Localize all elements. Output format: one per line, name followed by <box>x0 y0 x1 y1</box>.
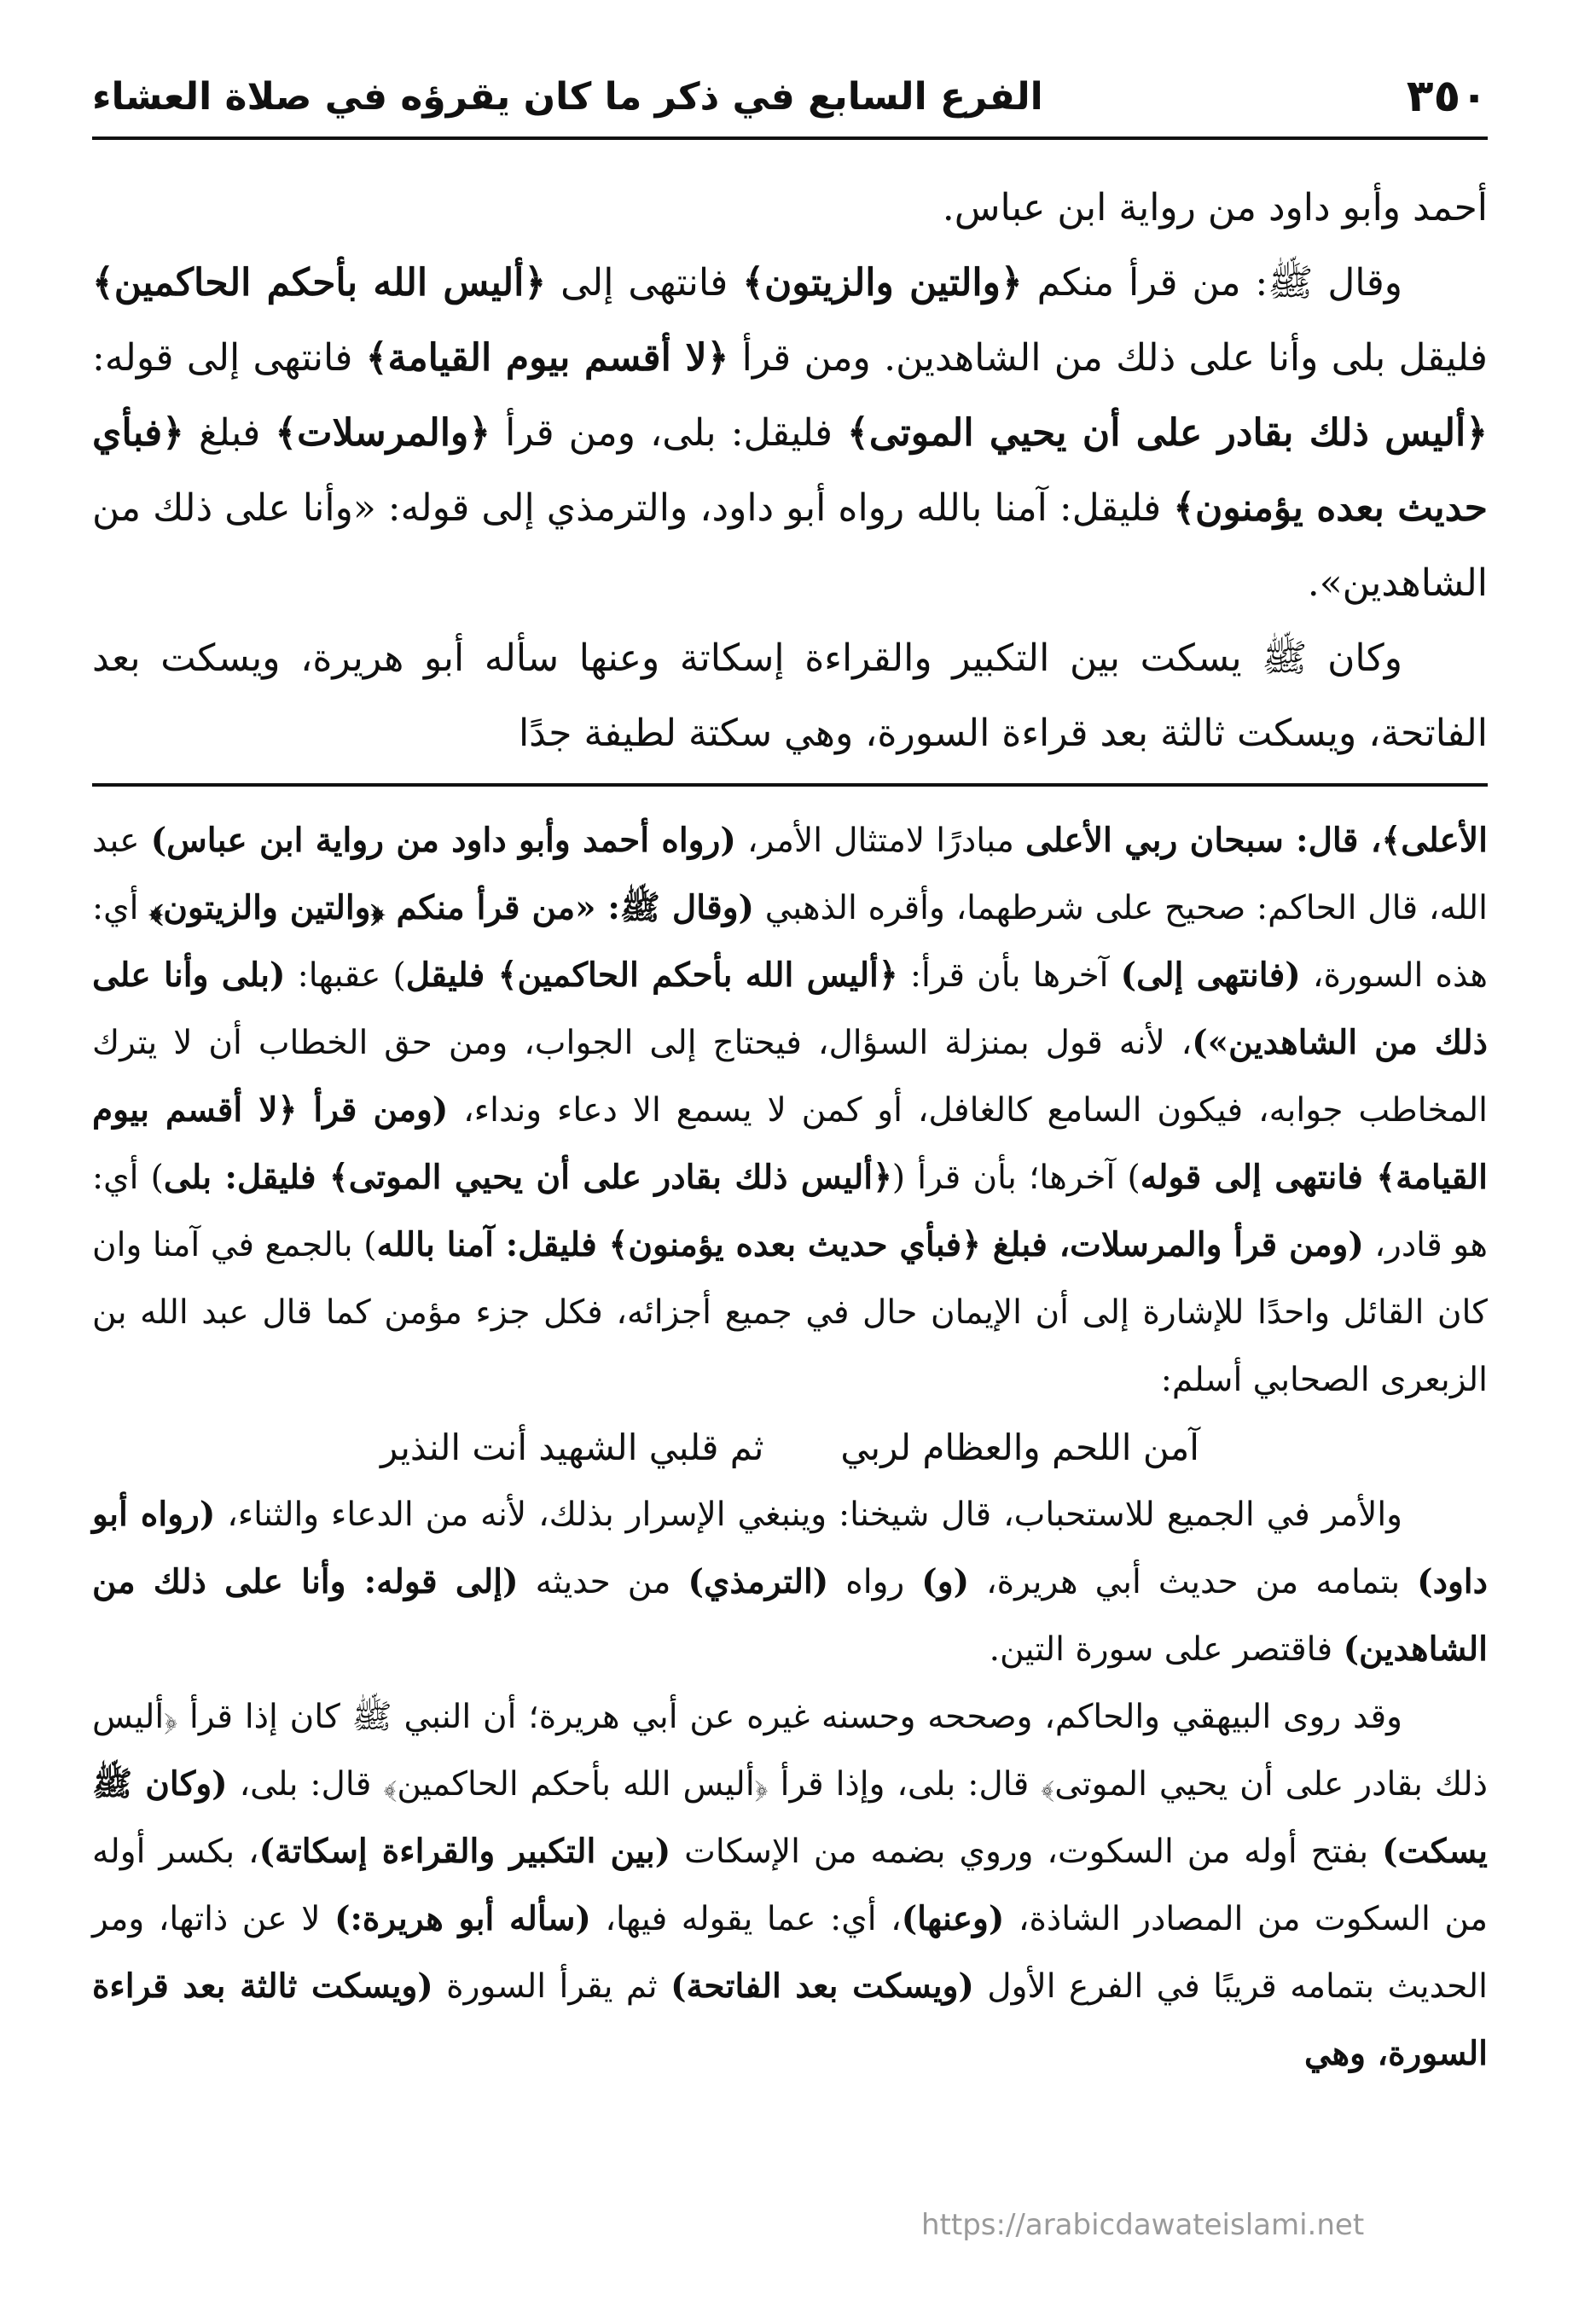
bold-text-run: (ومن قرأ ﴿لا أقسم بيوم القيامة﴾ فانتهى إلى قوله <box>92 1090 1488 1197</box>
text-run: وقد روى البيهقي والحاكم، وصححه وحسنه غيره عن أبي هريرة؛ أن النبي ﷺ كان إذا قرأ ﴿أليس ذلك بقادر على أن يحيي الموتى﴾ قال: بلى، وإذا قرأ ﴿أليس الله بأحكم الحاكمين﴾ قال: بلى، <box>92 1698 1488 1804</box>
quran-quote: ﴿أليس ذلك بقادر على أن يحيي الموتى﴾ <box>847 411 1488 455</box>
text-run: وقال ﷺ: من قرأ منكم <box>1036 261 1402 305</box>
text-run: والأمر في الجميع للاستحباب، قال شيخنا: وينبغي الإسرار بذلك، لأنه من الدعاء والثناء، <box>215 1496 1402 1534</box>
bold-text-run: (بين التكبير والقراءة إسكاتة) <box>258 1832 671 1871</box>
main-paragraph-3: وكان ﷺ يسكت بين التكبير والقراءة إسكاتة وعنها سأله أبو هريرة، ويسكت بعد الفاتحة، ويسكت ثالثة بعد قراءة السورة، وهي سكتة لطيفة جدًا <box>92 636 1488 755</box>
bold-text-run: ﴿أليس الله بأحكم الحاكمين﴾ فليقل <box>405 956 898 995</box>
text-run: لا عن ذاتها، ومر الحديث بتمامه قريبًا في الفرع الأول <box>92 1900 1488 2006</box>
bold-text-run: (رواه أحمد وأبو داود من رواية ابن عباس) <box>150 821 736 860</box>
main-paragraph-1: أحمد وأبو داود من رواية ابن عباس. <box>942 186 1488 229</box>
text-run: ، أي: عما يقوله فيها، <box>590 1900 902 1938</box>
text-run: فليقل: آمنا بالله رواه أبو داود، والترمذي إلى قوله: «وأنا على ذلك من الشاهدين». <box>92 486 1488 605</box>
main-paragraph-2 <box>92 246 1488 621</box>
text-run: عبد الله، قال الحاكم: صحيح على شرطهما، وأقره الذهبي <box>92 822 1488 927</box>
text-run: رواه <box>828 1563 922 1601</box>
text-run: فاقتصر على سورة التين. <box>989 1630 1344 1669</box>
poetry-verse <box>92 1414 1488 1481</box>
bold-text-run: (وكان ﷺ يسكت) <box>92 1764 1488 1871</box>
commentary-text <box>92 807 1488 2088</box>
text-run: فليقل بلى وأنا على ذلك من الشاهدين. ومن قرأ <box>741 336 1488 380</box>
text-run: أي: هذه السورة، <box>92 889 1488 995</box>
header-divider <box>92 137 1488 140</box>
main-text <box>92 171 1488 771</box>
text-run: ، بكسر أوله من السكوت من المصادر الشاذة، <box>92 1833 1489 1938</box>
text-run: فبلغ <box>198 411 261 455</box>
text-run: فليقل: بلى، ومن قرأ <box>505 411 833 455</box>
quran-quote: ﴿لا أقسم بيوم القيامة﴾ <box>365 336 729 380</box>
text-run: ) أي: هو قادر، <box>92 1159 1488 1264</box>
quran-quote: ﴿والمرسلات﴾ <box>275 411 491 455</box>
text-run: ) آخرها؛ بأن قرأ ( <box>891 1159 1141 1197</box>
bold-text-run: (فانتهى إلى) <box>1120 956 1301 995</box>
bold-text-run: ﴿أليس ذلك بقادر على أن يحيي الموتى﴾ فليقل: بلى <box>163 1158 892 1197</box>
running-title: الفرع السابع في ذكر ما كان يقرؤه في صلاة العشاء <box>92 74 1043 119</box>
bold-text-run: (سأله أبو هريرة:) <box>334 1899 591 1938</box>
bold-text-run: (و) <box>921 1562 970 1601</box>
page-header <box>92 67 1488 126</box>
text-run: بفتح أوله من السكوت، وروي بضمه من الإسكات <box>670 1833 1383 1871</box>
quran-quote: ﴿أليس الله بأحكم الحاكمين﴾ <box>92 261 547 305</box>
commentary-paragraph-1 <box>92 807 1488 1414</box>
commentary-paragraph-2 <box>92 1481 1488 1683</box>
source-watermark[interactable]: https://arabicdawateislami.net <box>921 2208 1365 2242</box>
bold-text-run: (رواه أبو داود) <box>92 1495 1489 1601</box>
commentary-divider <box>92 783 1488 787</box>
text-run: من حديثه <box>518 1563 688 1601</box>
text-run: ) بالجمع في آمنا وان كان القائل واحدًا للإشارة إلى أن الإيمان حال في جميع أجزائه، فكل جزء مؤمن كما قال عبد الله بن الزبعرى الصحابي أسلم: <box>92 1226 1488 1399</box>
text-run: ) عقبها: <box>285 956 406 995</box>
commentary-paragraph-3 <box>92 1683 1488 2088</box>
bold-text-run: (ومن قرأ والمرسلات، فبلغ ﴿فبأي حديث بعده يؤمنون﴾ فليقل: آمنا بالله <box>376 1225 1364 1264</box>
bold-text-run: (الترمذي) <box>688 1562 829 1601</box>
quran-quote: ﴿والتين والزيتون﴾ <box>742 261 1023 305</box>
text-run: فانتهى إلى قوله: <box>92 336 353 380</box>
quran-quote: ﴿فبأي حديث بعده يؤمنون﴾ <box>92 411 1488 530</box>
bold-text-run: (ويسكت ثالثة بعد قراءة السورة، وهي <box>92 1967 1488 2073</box>
bold-text-run: (وعنها) <box>901 1899 1005 1938</box>
text-run: بتمامه من حديث أبي هريرة، <box>969 1563 1418 1601</box>
verse-first-hemistich: آمن اللحم والعظام لربي <box>840 1426 1199 1468</box>
bold-text-run: (إلى قوله: وأنا على ذلك من الشاهدين) <box>92 1562 1488 1669</box>
text-run: آخرها بأن قرأ: <box>897 956 1121 995</box>
bold-text-run: (وقال ﷺ: «من قرأ منكم ﴿والتين والزيتون﴾ <box>149 888 755 927</box>
text-run: مبادرًا لامتثال الأمر، <box>735 822 1026 860</box>
page-number: ٣٥٠ <box>1406 71 1488 122</box>
bold-text-run: (ويسكت بعد الفاتحة) <box>670 1967 974 2006</box>
text-run: ، لأنه قول بمنزلة السؤال، فيحتاج إلى الجواب، ومن حق الخطاب أن لا يترك المخاطب جوابه، فيكون السامع كالغافل، أو كمن لا يسمع الا دعاء ونداء، <box>92 1024 1488 1130</box>
text-run: فانتهى إلى <box>560 261 728 305</box>
bold-text-run: (بلى وأنا على ذلك من الشاهدين») <box>92 956 1488 1062</box>
bold-text-run: الأعلى﴾، قال: سبحان ربي الأعلى <box>1025 821 1488 860</box>
text-run: ثم يقرأ السورة <box>432 1967 671 2006</box>
verse-second-hemistich: ثم قلبي الشهيد أنت النذير <box>380 1426 764 1468</box>
